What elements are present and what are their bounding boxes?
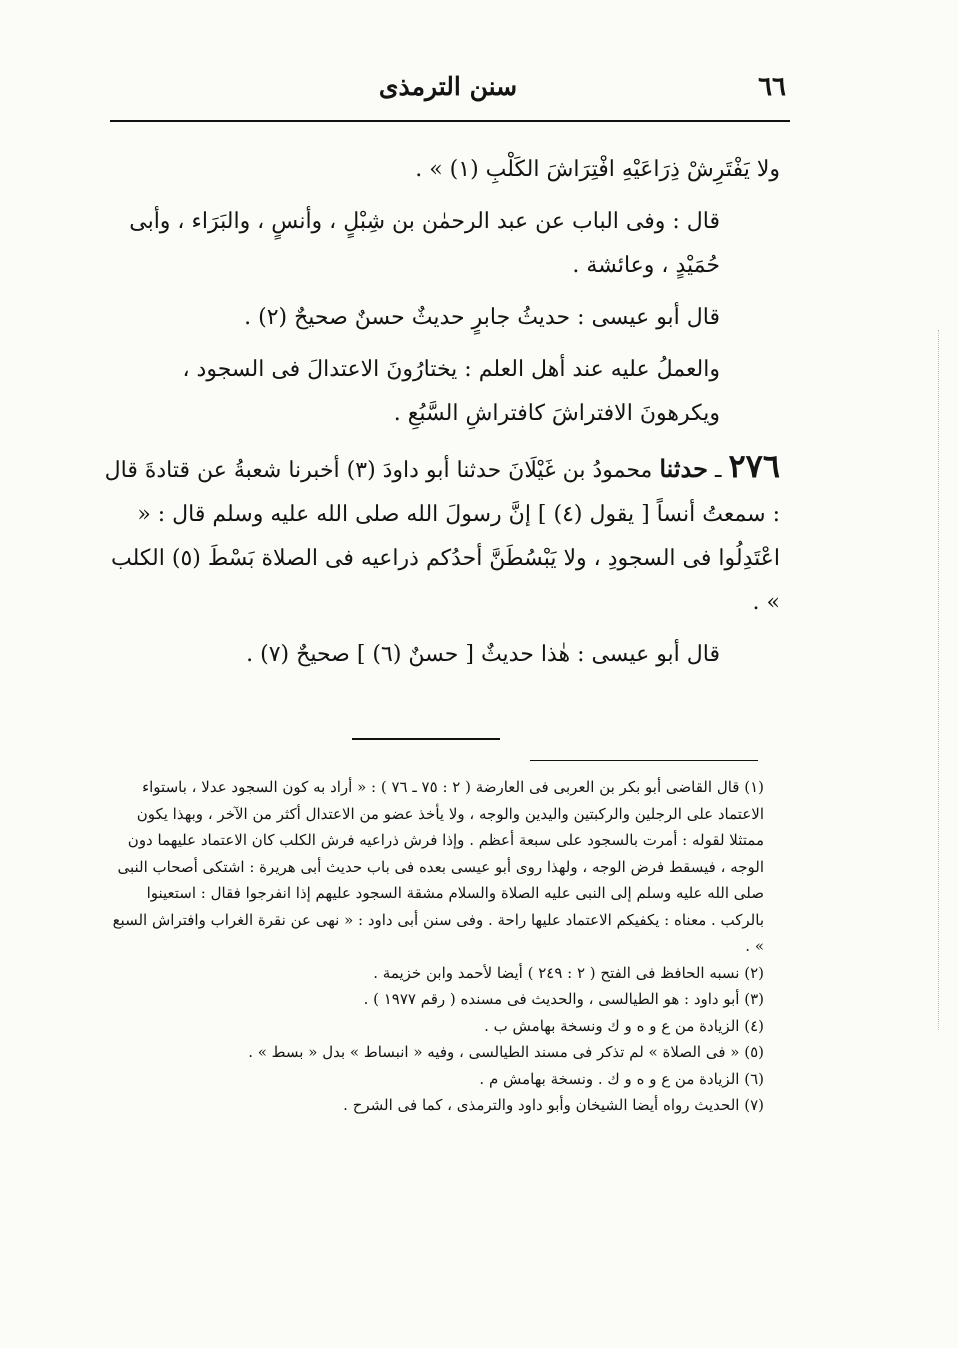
paragraph-practice: والعملُ عليه عند أهل العلم : يختارُونَ الاعتدالَ فى السجود ، ويكرهونَ الافتراشَ كافتراشِ السَّبُعِ . [182, 357, 720, 426]
paragraph-final-grading: قال أبو عيسى : هٰذا حديثٌ [ حسنٌ (٦) ] صحيحٌ (٧) . [246, 642, 720, 667]
footnotes [100, 774, 764, 1119]
paragraph-grading: قال أبو عيسى : حديثُ جابرٍ حديثٌ حسنٌ صحيحٌ (٢) . [244, 305, 720, 330]
main-text [100, 148, 780, 685]
section-end-rule [352, 738, 500, 740]
hadith-number: ٢٧٦ [728, 447, 780, 485]
footnote-6: (٦) الزيادة من ع و ه و ك . ونسخة بهامش م . [479, 1069, 764, 1088]
footnote-4: (٤) الزيادة من ع و ه و ك ونسخة بهامش ب . [484, 1016, 764, 1035]
footnote-3: (٣) أبو داود : هو الطيالسى ، والحديث فى مسنده ( رقم ١٩٧٧ ) . [363, 990, 764, 1008]
dash: ـ [707, 458, 722, 483]
paragraph-bab: قال : وفى الباب عن عبد الرحمٰن بن شِبْلٍ ، وأنسٍ ، والبَرَاء ، وأبى حُمَيْدٍ ، وعائشة . [129, 209, 720, 278]
hadith-text: محمودُ بن غَيْلَانَ حدثنا أبو داودَ (٣) أخبرنا شعبةُ عن قتادةَ قال : سمعتُ أنساً [ يقول (٤) ] إنَّ رسولَ الله صلى الله عليه وسلم قال : « اعْتَدِلُوا فى السجودِ ، ولا يَبْسُطَنَّ أحدُكم ذراعيه فى الصلاة بَسْطَ (٥) الكلب » . [104, 458, 780, 615]
paragraph-continuation: ولا يَفْتَرِشْ ذِرَاعَيْهِ افْتِرَاشَ الكَلْبِ (١) » . [415, 157, 780, 182]
page-number: ٦٦ [758, 72, 786, 102]
footnote-separator [530, 760, 758, 761]
footnote-1: (١) قال القاضى أبو بكر بن العربى فى العارضة ( ٢ : ٧٥ ـ ٧٦ ) : « أراد به كون السجود عدلا ، باستواء الاعتماد على الرجلين والركبتين واليدين والوجه ، ولا يأخذ عضو من الاعتدال أكثر من الآخر ، وبهذا يكون ممتثلا لقوله : أمرت بالسجود على سبعة أعظم . وإذا فرش ذراعيه فرش الكلب كان الاعتماد عليهما دون الوجه ، فيسقط فرض الوجه ، ولهذا روى أبو عيسى بعده فى باب حديث أبى هريرة : اشتكى أصحاب النبى صلى الله عليه وسلم إلى النبى عليه الصلاة والسلام مشقة السجود عليهم إذا انفرجوا فقال : استعينوا بالركب . معناه : يكفيكم الاعتماد عليها راحة . وفى سنن أبى داود : « نهى عن نقرة الغراب وافتراش السبع » . [112, 778, 764, 955]
scan-artifact-dots [938, 330, 941, 1030]
footnote-7: (٧) الحديث رواه أيضا الشيخان وأبو داود والترمذى ، كما فى الشرح . [343, 1096, 764, 1114]
footnote-5: (٥) « فى الصلاة » لم تذكر فى مسند الطيالسى ، وفيه « انبساط » بدل « بسط » . [248, 1043, 764, 1061]
header-rule [110, 120, 790, 122]
hadith-paragraph [100, 444, 780, 625]
page-header [110, 72, 786, 112]
footnote-2: (٢) نسبه الحافظ فى الفتح ( ٢ : ٢٤٩ ) أيضا لأحمد وابن خزيمة . [373, 963, 764, 982]
running-title: سنن الترمذى [378, 72, 518, 101]
haddathana-word: حدثنا [659, 454, 708, 483]
